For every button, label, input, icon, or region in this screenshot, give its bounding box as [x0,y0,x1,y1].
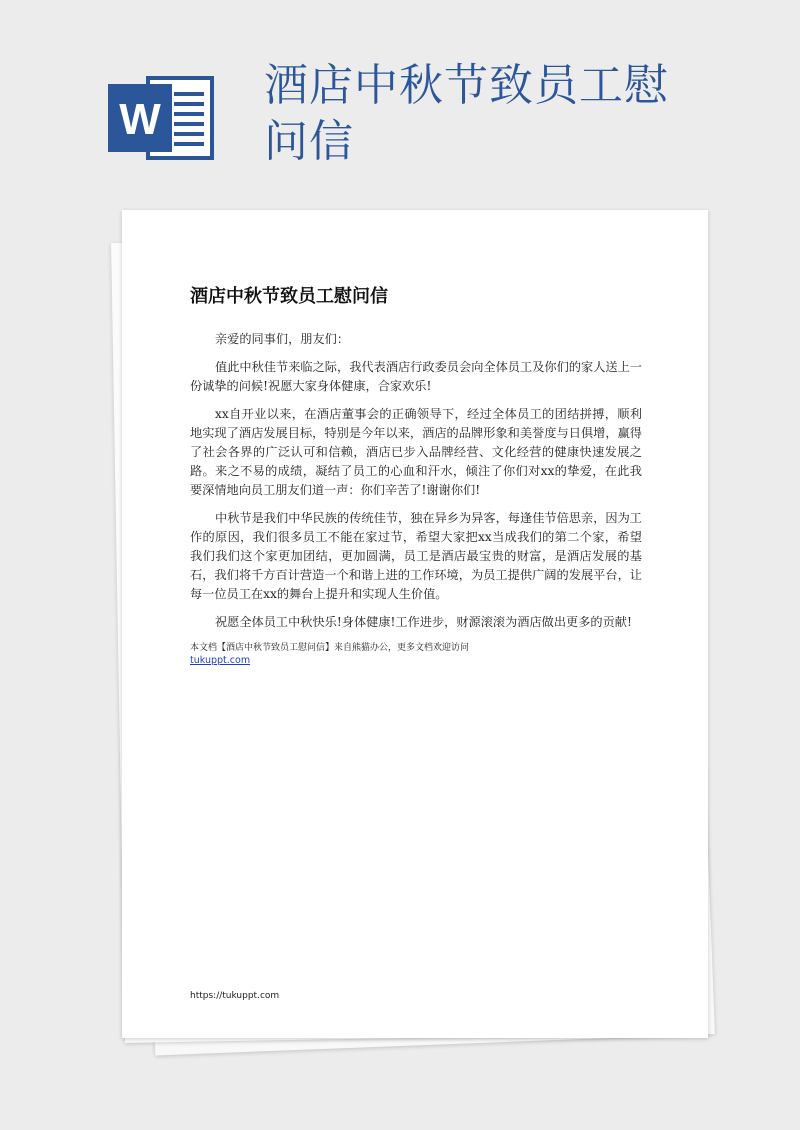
word-icon [108,72,216,164]
page-title: 酒店中秋节致员工慰问信 [264,60,669,167]
letter-paragraph: xx自开业以来，在酒店董事会的正确领导下，经过全体员工的团结拼搏，顺利地实现了酒店发展目标，特别是今年以来，酒店的品牌形象和美誉度与日俱增，赢得了社会各界的广泛认可和信赖，酒店已步入品牌经营、文化经营的健康快速发展之路。来之不易的成绩，凝结了员工的心血和汗水，倾注了你们对xx的挚爱，在此我要深情地向员工朋友们道一声：你们辛苦了!谢谢你们! [190,407,642,497]
source-note: 本文档【酒店中秋节致员工慰问信】来自熊猫办公，更多文档欢迎访问 [190,643,470,653]
letter-closing: 祝愿全体员工中秋快乐!身体健康!工作进步，财源滚滚为酒店做出更多的贡献! [215,615,632,629]
letter-title: 酒店中秋节致员工慰问信 [190,286,388,307]
document-page [122,210,708,1038]
page-footer-url: https://tukuppt.com [190,991,280,1001]
document-body [190,282,642,666]
source-link[interactable]: tukuppt.com [190,655,251,666]
word-icon-letter: W [119,95,161,144]
letter-salutation: 亲爱的同事们，朋友们： [215,332,350,346]
letter-paragraph: 值此中秋佳节来临之际，我代表酒店行政委员会向全体员工及你们的家人送上一份诚挚的问候!祝愿大家身体健康，合家欢乐! [190,360,642,393]
header [0,0,800,210]
letter-paragraph: 中秋节是我们中华民族的传统佳节，独在异乡为异客，每逢佳节倍思亲，因为工作的原因，我们很多员工不能在家过节，希望大家把xx当成我们的第二个家，希望我们我们这个家更加团结，更加圆满，员工是酒店最宝贵的财富，是酒店发展的基石，我们将千方百计营造一个和谐上进的工作环境，为员工提供广阔的发展平台，让每一位员工在xx的舞台上提升和实现人生价值。 [190,511,642,601]
